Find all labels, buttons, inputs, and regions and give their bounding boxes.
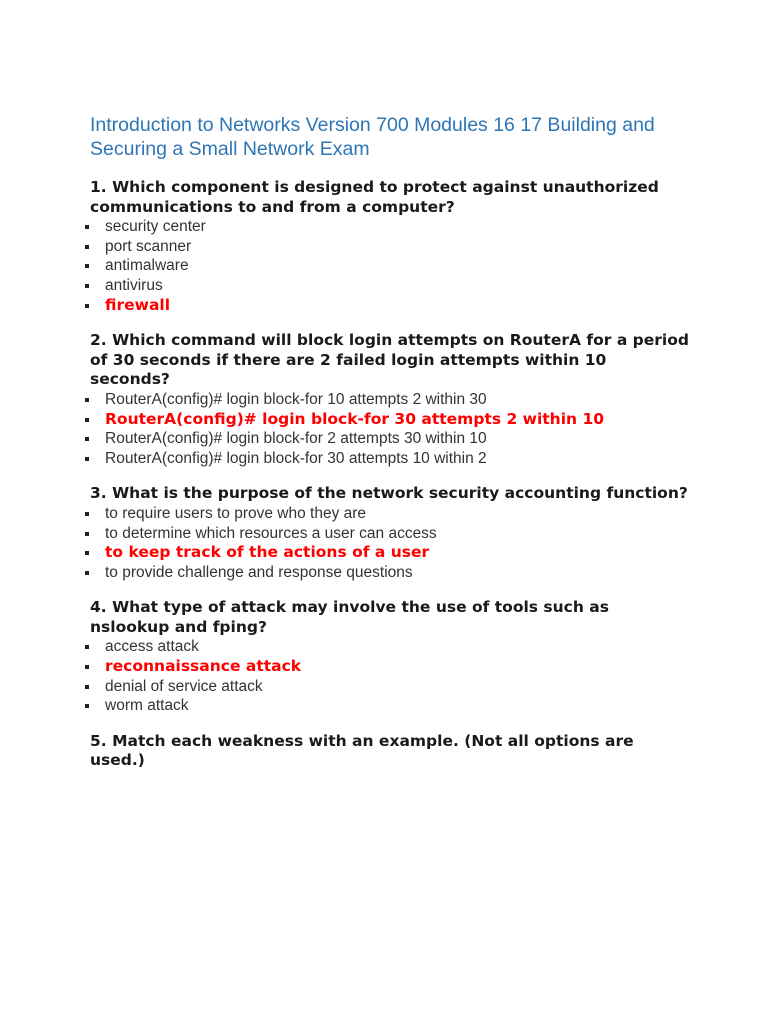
- square-bullet-icon: [85, 532, 89, 536]
- square-bullet-icon: [85, 304, 89, 308]
- answer-option: [90, 390, 690, 410]
- question-text: 5. Match each weakness with an example. (Not all options are used.): [90, 731, 634, 770]
- question-text: 2. Which command will block login attempts on RouterA for a period of 30 seconds if there are 2 failed login attempts within 10 seconds?: [90, 331, 689, 389]
- answer-option: [90, 429, 690, 449]
- answer-option: [90, 524, 690, 544]
- answer-option: [90, 677, 690, 697]
- option-label: firewall: [105, 295, 171, 314]
- option-label: reconnaissance attack: [105, 657, 302, 676]
- answer-option: [90, 276, 690, 296]
- question-list: [90, 178, 690, 771]
- square-bullet-icon: [85, 665, 89, 669]
- option-label: security center: [105, 218, 206, 236]
- square-bullet-icon: [85, 512, 89, 516]
- correct-answer-option: [90, 296, 690, 316]
- answer-option: [90, 504, 690, 524]
- option-label: worm attack: [105, 697, 189, 715]
- square-bullet-icon: [85, 418, 89, 422]
- option-label: RouterA(config)# login block-for 2 attempts 30 within 10: [105, 430, 487, 448]
- answer-options: [90, 637, 690, 715]
- square-bullet-icon: [85, 645, 89, 649]
- document-title: Introduction to Networks Version 700 Modules 16 17 Building and Securing a Small Network Exam: [90, 114, 655, 160]
- document-page: [90, 113, 690, 787]
- option-label: access attack: [105, 638, 199, 656]
- option-label: RouterA(config)# login block-for 10 attempts 2 within 30: [105, 390, 487, 408]
- answer-option: [90, 563, 690, 583]
- answer-options: [90, 390, 690, 468]
- option-label: antimalware: [105, 257, 189, 275]
- answer-option: [90, 217, 690, 237]
- square-bullet-icon: [85, 245, 89, 249]
- answer-option: [90, 449, 690, 469]
- square-bullet-icon: [85, 284, 89, 288]
- option-label: to require users to prove who they are: [105, 504, 367, 522]
- option-label: RouterA(config)# login block-for 30 attempts 10 within 2: [105, 449, 487, 467]
- question-5: [90, 732, 690, 771]
- option-label: denial of service attack: [105, 677, 263, 695]
- correct-answer-option: [90, 410, 690, 430]
- answer-option: [90, 637, 690, 657]
- correct-answer-option: [90, 657, 690, 677]
- answer-option: [90, 256, 690, 276]
- question-text: 4. What type of attack may involve the use of tools such as nslookup and fping?: [90, 598, 609, 636]
- square-bullet-icon: [85, 264, 89, 268]
- square-bullet-icon: [85, 398, 89, 402]
- question-1: [90, 178, 690, 315]
- question-4: [90, 598, 690, 716]
- correct-answer-option: [90, 543, 690, 563]
- option-label: antivirus: [105, 276, 163, 294]
- answer-options: [90, 217, 690, 315]
- answer-option: [90, 696, 690, 716]
- question-3: [90, 484, 690, 582]
- option-label: to provide challenge and response questions: [105, 563, 413, 581]
- square-bullet-icon: [85, 551, 89, 555]
- question-text: 1. Which component is designed to protect against unauthorized communications to and from a computer?: [90, 178, 659, 216]
- answer-option: [90, 237, 690, 257]
- square-bullet-icon: [85, 437, 89, 441]
- option-label: RouterA(config)# login block-for 30 attempts 2 within 10: [105, 409, 605, 428]
- question-2: [90, 331, 690, 468]
- answer-options: [90, 504, 690, 582]
- question-text: 3. What is the purpose of the network security accounting function?: [90, 484, 688, 503]
- square-bullet-icon: [85, 457, 89, 461]
- square-bullet-icon: [85, 704, 89, 708]
- square-bullet-icon: [85, 685, 89, 689]
- option-label: to keep track of the actions of a user: [105, 543, 430, 562]
- square-bullet-icon: [85, 571, 89, 575]
- square-bullet-icon: [85, 225, 89, 229]
- option-label: to determine which resources a user can access: [105, 524, 437, 542]
- option-label: port scanner: [105, 237, 192, 255]
